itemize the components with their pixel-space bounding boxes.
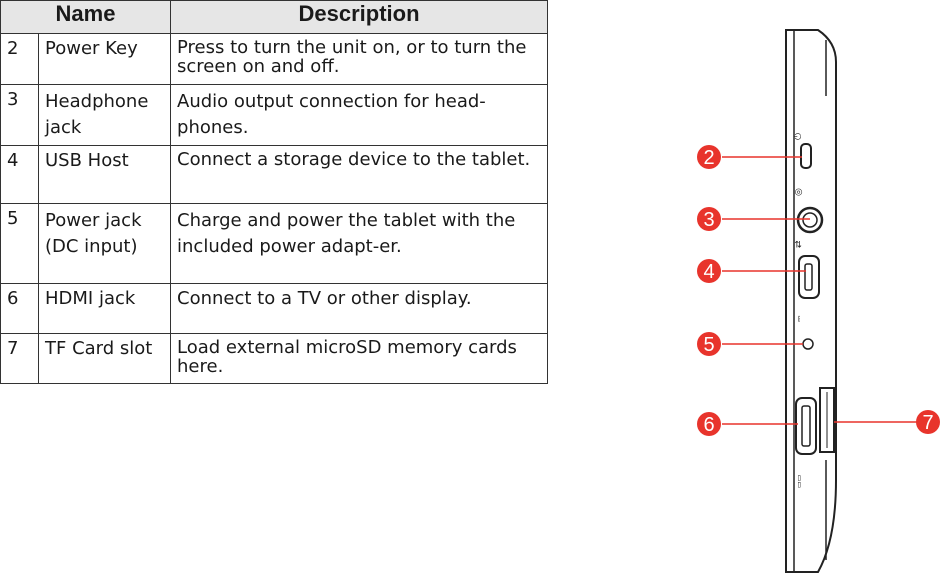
header-description: Description: [171, 1, 548, 34]
row-name: Power Key: [39, 34, 171, 85]
callout-5-label: 5: [703, 334, 715, 356]
row-name: Headphone jack: [39, 85, 171, 146]
row-number: 5: [1, 204, 39, 284]
table-header-row: [1, 1, 548, 34]
usb-symbol-icon: ⇄: [794, 240, 804, 248]
hdmi-symbol-icon: ▭▭: [795, 474, 803, 488]
table-row: [1, 34, 548, 85]
row-description: Audio output connection for head-phones.: [171, 85, 548, 146]
row-number: 3: [1, 85, 39, 146]
power-symbol-icon: ⏻: [794, 132, 804, 140]
tablet-side-svg: [680, 20, 942, 576]
row-description: Press to turn the unit on, or to turn the screen on and off.: [171, 34, 548, 85]
row-number: 7: [1, 334, 39, 384]
callout-3: [697, 207, 721, 231]
headphone-symbol-icon: ◎: [794, 188, 804, 196]
callout-4-label: 4: [703, 261, 715, 283]
row-name: USB Host: [39, 146, 171, 204]
row-name: TF Card slot: [39, 334, 171, 384]
callout-2: [697, 145, 721, 169]
tablet-side-diagram: [680, 20, 942, 576]
header-name: Name: [1, 1, 171, 34]
callout-2-label: 2: [703, 147, 715, 169]
table-row: [1, 334, 548, 384]
row-description: Charge and power the tablet with the included power adapt-er.: [171, 204, 548, 284]
table-row: [1, 204, 548, 284]
row-description: Load external microSD memory cards here.: [171, 334, 548, 384]
headphone-jack-inner: [803, 213, 817, 227]
row-description: Connect to a TV or other display.: [171, 284, 548, 334]
callout-6-label: 6: [703, 414, 715, 436]
table-row: [1, 146, 548, 204]
dc-symbol-icon: ⎓: [794, 315, 803, 322]
dc-input-port: [803, 339, 813, 349]
callout-4: [697, 259, 721, 283]
row-name: Power jack (DC input): [39, 204, 171, 284]
table-row: [1, 284, 548, 334]
usb-host-inner: [805, 264, 812, 290]
row-name: HDMI jack: [39, 284, 171, 334]
callout-3-label: 3: [703, 209, 715, 231]
callout-6: [697, 412, 721, 436]
spec-table: [0, 0, 548, 384]
row-number: 6: [1, 284, 39, 334]
callout-7: [916, 410, 940, 434]
row-number: 2: [1, 34, 39, 85]
callout-5: [697, 332, 721, 356]
power-key-port: [801, 144, 811, 168]
hdmi-port-inner: [802, 406, 810, 446]
table-row: [1, 85, 548, 146]
row-description: Connect a storage device to the tablet.: [171, 146, 548, 204]
callout-7-label: 7: [922, 412, 934, 434]
row-number: 4: [1, 146, 39, 204]
